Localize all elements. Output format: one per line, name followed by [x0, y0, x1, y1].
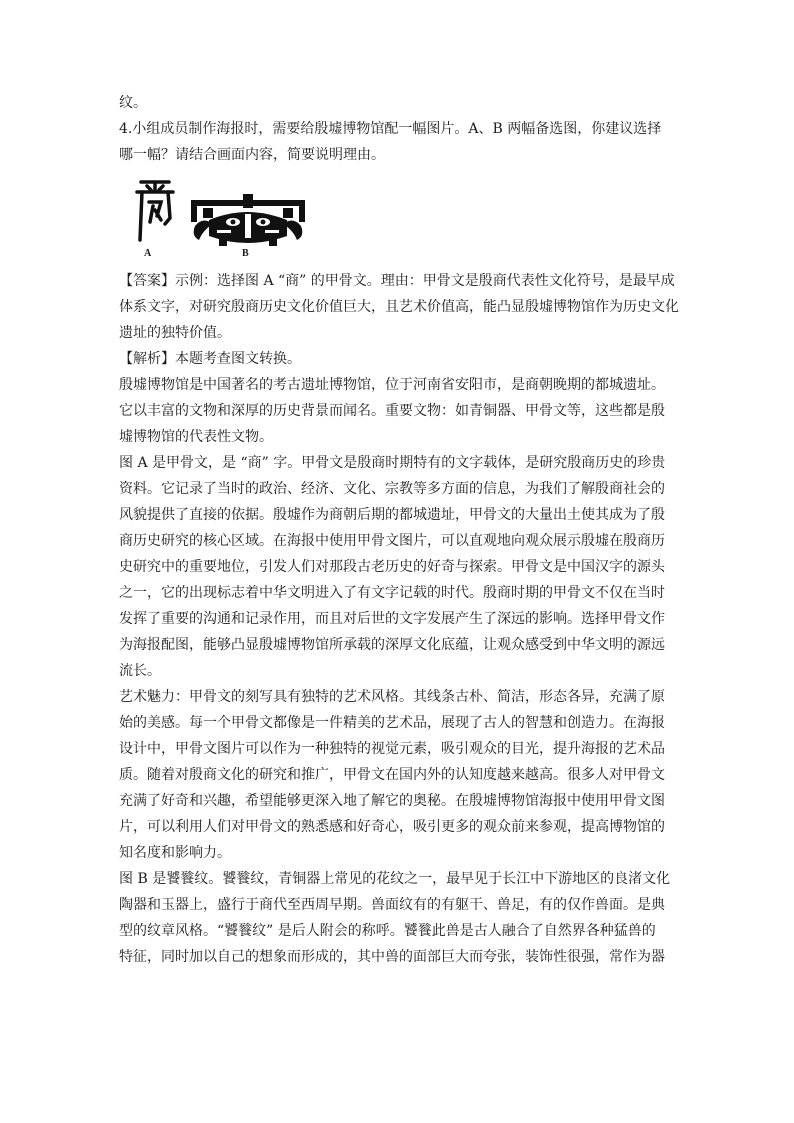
text-line: 史研究中的重要地位，引发人们对那段古老历史的好奇与探索。甲骨文是中国汉字的源头 [119, 559, 665, 575]
answer-and-analysis-text [119, 268, 679, 970]
figure-block [119, 174, 679, 266]
text-line: 殷墟博物馆是中国著名的考古遗址博物馆，位于河南省安阳市，是商朝晚期的都城遗址。 [119, 377, 665, 393]
text-line: 体系文字，对研究殷商历史文化价值巨大，且艺术价值高，能凸显殷墟博物馆作为历史文化 [119, 299, 679, 315]
text-line: 充满了好奇和兴趣，希望能够更深入地了解它的奥秘。在殷墟博物馆海报中使用甲骨文图 [119, 793, 665, 809]
text-line: 特征，同时加以自己的想象而形成的，其中兽的面部巨大而夸张，装饰性很强，常作为器 [119, 949, 665, 965]
text-line: 为海报配图，能够凸显殷墟博物馆所承载的深厚文化底蕴，让观众感受到中华文明的源远 [119, 637, 665, 653]
text-line: 艺术魅力：甲骨文的刻写具有独特的艺术风格。其线条古朴、简洁，形态各异，充满了原 [119, 689, 665, 705]
text-line: 【答案】示例：选择图 A “商” 的甲骨文。理由：甲骨文是殷商代表性文化符号，是最早成 [119, 273, 675, 289]
text-line: 质。随着对殷商文化的研究和推广，甲骨文在国内外的认知度越来越高。很多人对甲骨文 [119, 767, 665, 783]
text-line: 知名度和影响力。 [119, 845, 231, 861]
text-line: 商历史研究的核心区域。在海报中使用甲骨文图片，可以直观地向观众展示殷墟在殷商历 [119, 533, 665, 549]
text-line: 纹。 [119, 95, 147, 111]
text-line: 图 A 是甲骨文，是 “商” 字。甲骨文是殷商时期特有的文字载体，是研究殷商历史的珍贵 [119, 455, 666, 471]
text-line: 之一，它的出现标志着中华文明进入了有文字记载的时代。殷商时期的甲骨文不仅在当时 [119, 585, 665, 601]
text-line: 型的纹章风格。“饕餮纹” 是后人附会的称呼。饕餮此兽是古人融合了自然界各种猛兽的 [119, 923, 656, 939]
figure-label-b: B [242, 248, 249, 259]
text-line: 风貌提供了直接的依据。殷墟作为商朝后期的都城遗址，甲骨文的大量出土使其成为了殷 [119, 507, 665, 523]
text-line: 图 B 是饕餮纹。饕餮纹，青铜器上常见的花纹之一，最早见于长江中下游地区的良渚文化 [119, 871, 671, 887]
question-text [119, 90, 679, 168]
text-line: 4.小组成员制作海报时，需要给殷墟博物馆配一幅图片。A、B 两幅备选图，你建议选择 [119, 121, 662, 137]
text-line: 资料。它记录了当时的政治、经济、文化、宗教等多方面的信息，为我们了解殷商社会的 [119, 481, 665, 497]
text-line: 流长。 [119, 663, 161, 679]
text-line: 它以丰富的文物和深厚的历史背景而闻名。重要文物：如青铜器、甲骨文等，这些都是殷 [119, 403, 665, 419]
text-line: 哪一幅？请结合画面内容，简要说明理由。 [119, 147, 385, 163]
figure-label-a: A [144, 248, 152, 259]
text-line: 片，可以利用人们对甲骨文的熟悉感和好奇心，吸引更多的观众前来参观，提高博物馆的 [119, 819, 665, 835]
oracle-bone-shang-character-icon [133, 176, 177, 246]
text-line: 设计中，甲骨文图片可以作为一种独特的视觉元素，吸引观众的目光，提升海报的艺术品 [119, 741, 665, 757]
text-line: 【解析】本题考查图文转换。 [119, 351, 301, 367]
text-line: 始的美感。每一个甲骨文都像是一件精美的艺术品，展现了古人的智慧和创造力。在海报 [119, 715, 665, 731]
taotie-pattern-icon [189, 192, 307, 250]
text-line: 发挥了重要的沟通和记录作用，而且对后世的文字发展产生了深远的影响。选择甲骨文作 [119, 611, 665, 627]
document-page [119, 90, 679, 970]
text-line: 陶器和玉器上，盛行于商代至西周早期。兽面纹有的有躯干、兽足，有的仅作兽面。是典 [119, 897, 665, 913]
text-line: 墟博物馆的代表性文物。 [119, 429, 273, 445]
text-line: 遗址的独特价值。 [119, 325, 231, 341]
